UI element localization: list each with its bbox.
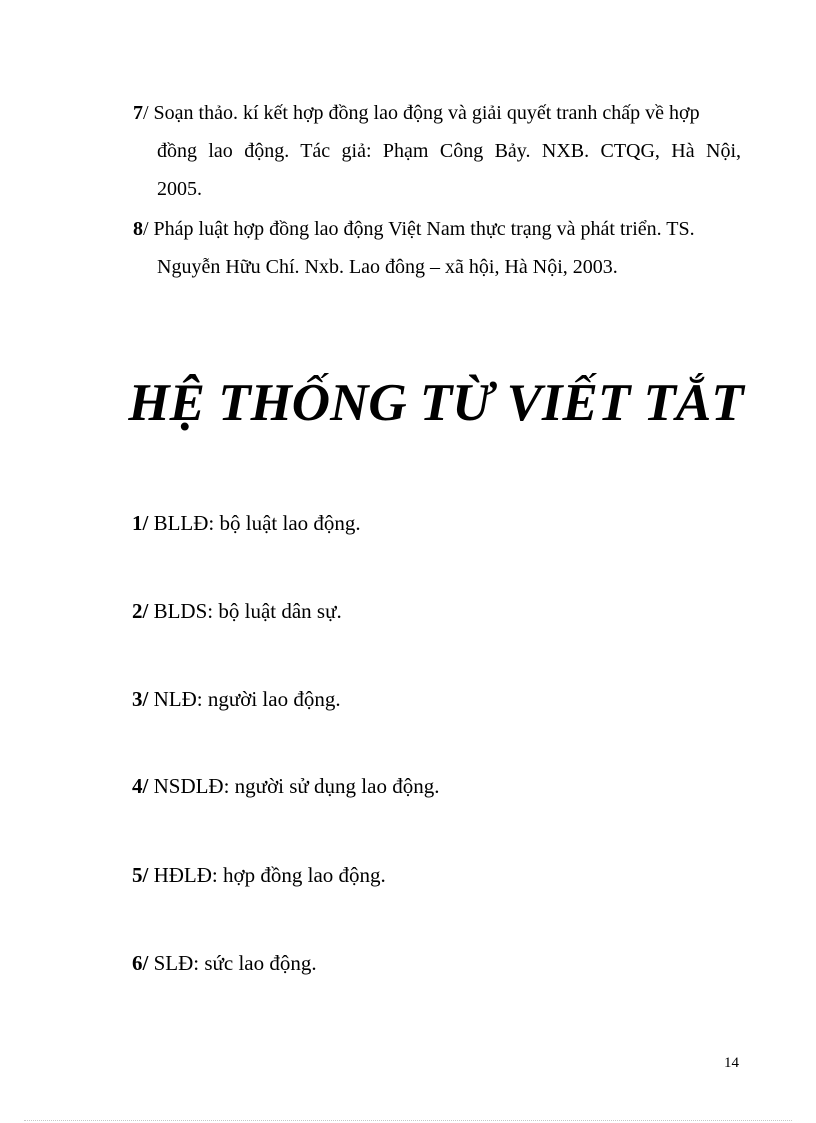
reference-line: 7/ Soạn thảo. kí kết hợp đồng lao động và giải quyết tranh chấp về hợp [133,102,700,124]
abbreviation-text: NLĐ: người lao động. [148,687,341,711]
abbreviation-item [132,861,386,889]
abbreviation-text: BLLĐ: bộ luật lao động. [148,511,361,535]
abbreviation-number: 4/ [132,774,149,798]
reference-number: 8 [133,218,143,240]
abbreviation-number: 5/ [132,863,149,887]
abbreviation-text: HĐLĐ: hợp đồng lao động. [148,863,386,887]
abbreviation-item [132,949,317,977]
abbreviation-item [132,685,341,713]
abbreviation-number: 6/ [132,951,149,975]
reference-item-8 [133,210,741,286]
abbreviation-item [132,772,439,800]
abbreviation-text: NSDLĐ: người sử dụng lao động. [148,774,440,798]
reference-line: Nguyễn Hữu Chí. Nxb. Lao đông – xã hội, Hà Nội, 2003. [157,256,618,278]
reference-line: 2005. [157,178,202,200]
page-number: 14 [724,1055,739,1071]
abbreviation-number: 3/ [132,687,149,711]
abbreviation-item [132,597,342,625]
abbreviation-number: 2/ [132,599,149,623]
page-bottom-divider [24,1120,792,1121]
reference-line: 8/ Pháp luật hợp đồng lao động Việt Nam thực trạng và phát triển. TS. [133,218,695,240]
abbreviation-text: BLDS: bộ luật dân sự. [148,599,342,623]
abbreviation-item [132,509,361,537]
reference-line: đồng lao động. Tác giả: Phạm Công Bảy. NXB. CTQG, Hà Nội, [157,140,741,162]
reference-number: 7 [133,102,143,124]
section-heading: HỆ THỐNG TỪ VIẾT TẮT [128,374,744,432]
abbreviation-number: 1/ [132,511,149,535]
abbreviation-text: SLĐ: sức lao động. [148,951,317,975]
reference-item-7 [133,94,741,208]
